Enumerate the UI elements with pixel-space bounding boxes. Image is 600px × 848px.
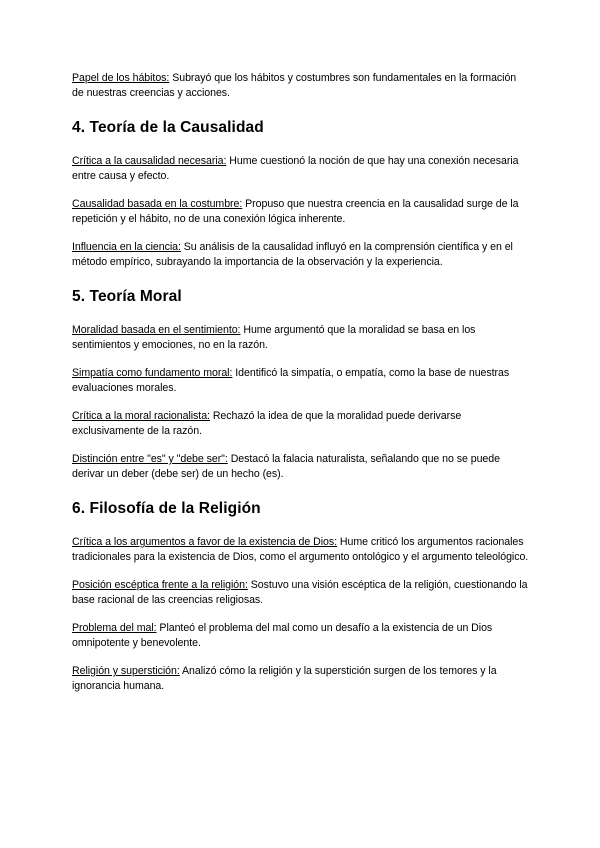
- term-label: Causalidad basada en la costumbre:: [72, 198, 243, 210]
- section-heading-religion: 6. Filosofía de la Religión: [72, 500, 261, 517]
- term-text: Su análisis de la causalidad influyó en la comprensión científica y en el método empírico, subrayando la importancia de la observación y la experiencia.: [72, 241, 513, 268]
- paragraph-critica-causalidad: [72, 154, 530, 184]
- paragraph-religion-supersticion: [72, 664, 530, 694]
- term-text: Rechazó la idea de que la moralidad puede derivarse exclusivamente de la razón.: [72, 410, 462, 437]
- paragraph-posicion-esceptica: [72, 578, 530, 608]
- term-text: Planteó el problema del mal como un desafío a la existencia de un Dios omnipotente y benevolente.: [72, 622, 493, 649]
- term-label: Simpatía como fundamento moral:: [72, 367, 233, 379]
- term-text: Propuso que nuestra creencia en la causalidad surge de la repetición y el hábito, no de una conexión lógica inherente.: [72, 198, 519, 225]
- term-label: Influencia en la ciencia:: [72, 241, 181, 253]
- document-page: [72, 71, 530, 694]
- paragraph-moralidad-sentimiento: [72, 323, 530, 353]
- term-text: Hume cuestionó la noción de que hay una conexión necesaria entre causa y efecto.: [72, 155, 519, 182]
- term-text: Sostuvo una visión escéptica de la religión, cuestionando la base racional de las creencias religiosas.: [72, 579, 528, 606]
- term-label: Crítica a la moral racionalista:: [72, 410, 210, 422]
- paragraph-argumentos-dios: [72, 535, 530, 565]
- term-text: Identificó la simpatía, o empatía, como la base de nuestras evaluaciones morales.: [72, 367, 510, 394]
- paragraph-influencia-ciencia: [72, 240, 530, 270]
- term-text: Hume argumentó que la moralidad se basa en los sentimientos y emociones, no en la razón.: [72, 324, 476, 351]
- paragraph-critica-racionalista: [72, 409, 530, 439]
- term-label: Papel de los hábitos:: [72, 72, 170, 84]
- term-label: Crítica a los argumentos a favor de la existencia de Dios:: [72, 536, 338, 548]
- paragraph-causalidad-costumbre: [72, 197, 530, 227]
- term-label: Problema del mal:: [72, 622, 157, 634]
- paragraph-habitos: [72, 71, 530, 101]
- term-label: Distinción entre "es" y "debe ser":: [72, 453, 228, 465]
- term-text: Subrayó que los hábitos y costumbres son fundamentales en la formación de nuestras creencias y acciones.: [72, 72, 517, 99]
- term-label: Moralidad basada en el sentimiento:: [72, 324, 241, 336]
- paragraph-problema-mal: [72, 621, 530, 651]
- term-text: Hume criticó los argumentos racionales tradicionales para la existencia de Dios, como el argumento ontológico y el argumento teleológico.: [72, 536, 529, 563]
- paragraph-simpatia: [72, 366, 530, 396]
- term-label: Crítica a la causalidad necesaria:: [72, 155, 227, 167]
- paragraph-es-debe-ser: [72, 452, 530, 482]
- term-label: Posición escéptica frente a la religión:: [72, 579, 248, 591]
- section-heading-moral: 5. Teoría Moral: [72, 288, 182, 305]
- term-text: Analizó cómo la religión y la superstición surgen de los temores y la ignorancia humana.: [72, 665, 497, 692]
- section-heading-causalidad: 4. Teoría de la Causalidad: [72, 119, 264, 136]
- term-text: Destacó la falacia naturalista, señalando que no se puede derivar un deber (debe ser) de un hecho (es).: [72, 453, 500, 480]
- term-label: Religión y superstición:: [72, 665, 180, 677]
